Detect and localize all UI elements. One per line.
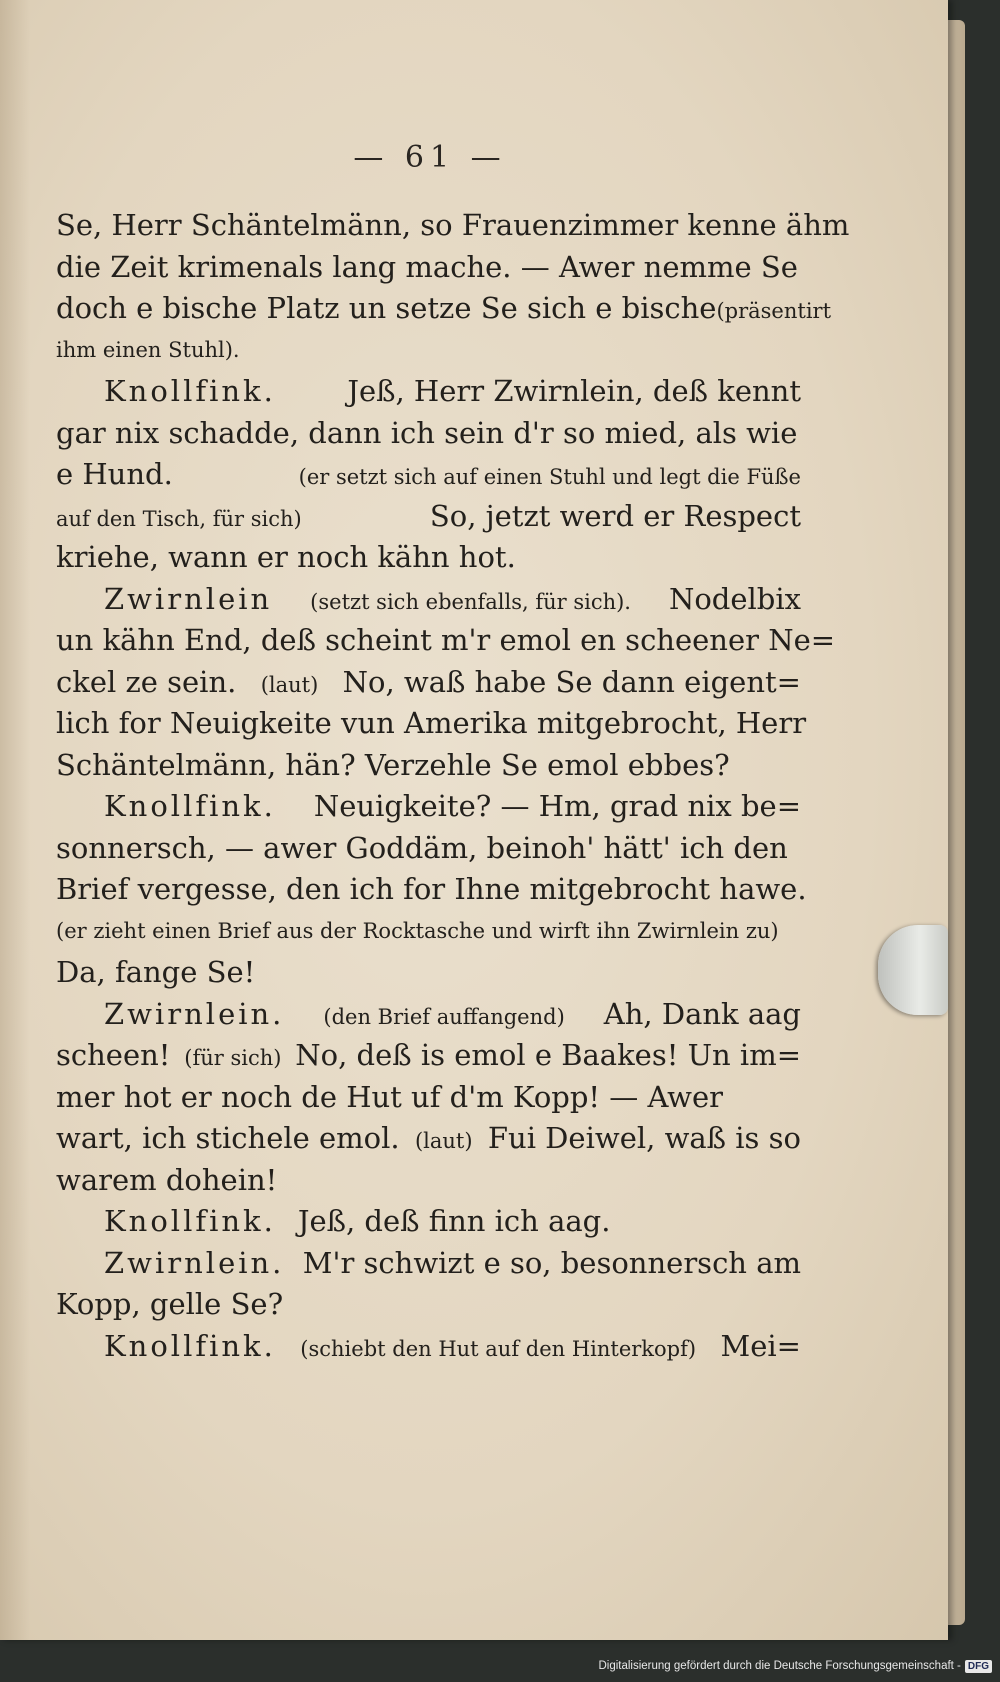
speaker-name: Zwirnlein. — [104, 1245, 285, 1280]
dialogue-text: Kopp, gelle Se? — [56, 1287, 284, 1321]
text-line — [56, 703, 807, 745]
dialogue-text: wart, ich stichele emol. — [56, 1121, 400, 1155]
text-line — [56, 1243, 801, 1285]
speaker-name: Zwirnlein. — [104, 996, 285, 1031]
dialogue-text: No, waß habe Se dann eigent= — [342, 664, 801, 699]
dialogue-text: M'r schwizt e so, besonnersch am — [302, 1245, 801, 1280]
text-line — [56, 1201, 801, 1243]
dfg-logo: DFG — [965, 1660, 992, 1673]
stage-direction: (laut) — [260, 672, 319, 697]
dialogue-text: Mei= — [720, 1328, 801, 1363]
dialogue-text: Ah, Dank aag — [603, 996, 801, 1031]
stage-direction: (er setzt sich auf einen Stuhl und legt die Füße — [298, 465, 801, 489]
stage-direction: (schiebt den Hut auf den Hinterkopf) — [300, 1336, 697, 1361]
text-line — [56, 1077, 801, 1119]
stage-direction: auf den Tisch, für sich) — [56, 506, 302, 531]
text-line — [56, 205, 850, 247]
speaker-name: Knollfink. — [104, 1328, 276, 1363]
text-line — [56, 745, 801, 787]
text-line — [56, 330, 801, 372]
text-line — [56, 247, 801, 289]
text-line — [56, 454, 801, 496]
dialogue-text: die Zeit krimenals lang mache. — Awer nemme Se — [56, 249, 798, 284]
text-line — [56, 537, 801, 579]
dialogue-text: gar nix schadde, dann ich sein d'r so mied, als wie — [56, 415, 798, 450]
dialogue-text: Da, fange Se! — [56, 955, 256, 989]
text-line — [56, 620, 836, 662]
dialogue-text: mer hot er noch de Hut uf d'm Kopp! — Awer — [56, 1079, 723, 1114]
dialogue-text: doch e bische Platz un setze Se sich e bische — [56, 291, 717, 325]
text-line — [56, 994, 801, 1036]
dialogue-text: kriehe, wann er noch kähn hot. — [56, 540, 516, 574]
dialogue-text: Se, Herr Schäntelmänn, so Frauenzimmer kenne ähm — [56, 208, 850, 242]
stage-direction: (laut) — [414, 1129, 473, 1153]
text-line — [56, 579, 801, 621]
text-line — [56, 786, 801, 828]
spine-shadow — [0, 0, 30, 1640]
speaker-name: Knollfink. — [104, 1204, 276, 1238]
text-line — [56, 288, 832, 330]
page-number: — 61 — — [353, 140, 507, 175]
stage-direction: (setzt sich ebenfalls, für sich). — [310, 589, 631, 614]
dialogue-text: Schäntelmänn, hän? Verzehle Se emol ebbes? — [56, 747, 730, 782]
stage-direction: (präsentirt — [716, 299, 832, 323]
dialogue-text: Fui Deiwel, waß is so — [487, 1121, 801, 1155]
dialogue-text: Brief vergesse, den ich for Ihne mitgebrocht hawe. — [56, 872, 807, 906]
page-marker-tab — [878, 925, 948, 1015]
speaker-name: Knollfink. — [104, 789, 276, 823]
body-text — [56, 205, 850, 1367]
dialogue-text: Neuigkeite? — Hm, grad nix be= — [313, 789, 801, 823]
text-line — [56, 911, 801, 953]
text-line — [56, 371, 801, 413]
dialogue-text: Jeß, Herr Zwirnlein, deß kennt — [347, 374, 801, 408]
text-line — [56, 828, 801, 870]
dialogue-text: Nodelbix — [668, 581, 801, 616]
stage-direction: (er zieht einen Brief aus der Rocktasche und wirft ihn Zwirnlein zu) — [56, 918, 779, 943]
footer-credit: Digitalisierung gefördert durch die Deutsche Forschungsgemeinschaft - — [598, 1660, 961, 1672]
digitization-footer — [598, 1656, 992, 1676]
stage-direction: (für sich) — [184, 1046, 282, 1070]
speaker-name: Knollfink. — [104, 374, 276, 408]
stage-direction: ihm einen Stuhl). — [56, 337, 240, 362]
dialogue-text: So, jetzt werd er Respect — [429, 498, 801, 533]
text-line — [56, 662, 801, 704]
text-line — [56, 1326, 801, 1368]
text-line — [56, 1035, 801, 1077]
dialogue-text: ckel ze sein. — [56, 664, 237, 699]
dialogue-text: No, deß is emol e Baakes! Un im= — [295, 1038, 801, 1072]
dialogue-text: lich for Neuigkeite vun Amerika mitgebrocht, Herr — [56, 706, 807, 740]
dialogue-text: Jeß, deß finn ich aag. — [297, 1204, 611, 1238]
text-line — [56, 1284, 801, 1326]
dialogue-text: un kähn End, deß scheint m'r emol en scheener Ne= — [56, 623, 836, 657]
text-line — [56, 496, 801, 538]
dialogue-text: scheen! — [56, 1038, 171, 1072]
text-line — [56, 1118, 801, 1160]
text-line — [56, 869, 807, 911]
dialogue-text: e Hund. — [56, 457, 173, 491]
dialogue-text: warem dohein! — [56, 1162, 278, 1197]
text-line — [56, 413, 801, 455]
text-line — [56, 952, 801, 994]
text-line — [56, 1160, 801, 1202]
speaker-name: Zwirnlein — [104, 581, 273, 616]
dialogue-text: sonnersch, — awer Goddäm, beinoh' hätt' ich den — [56, 830, 788, 865]
stage-direction: (den Brief auffangend) — [323, 1004, 565, 1029]
